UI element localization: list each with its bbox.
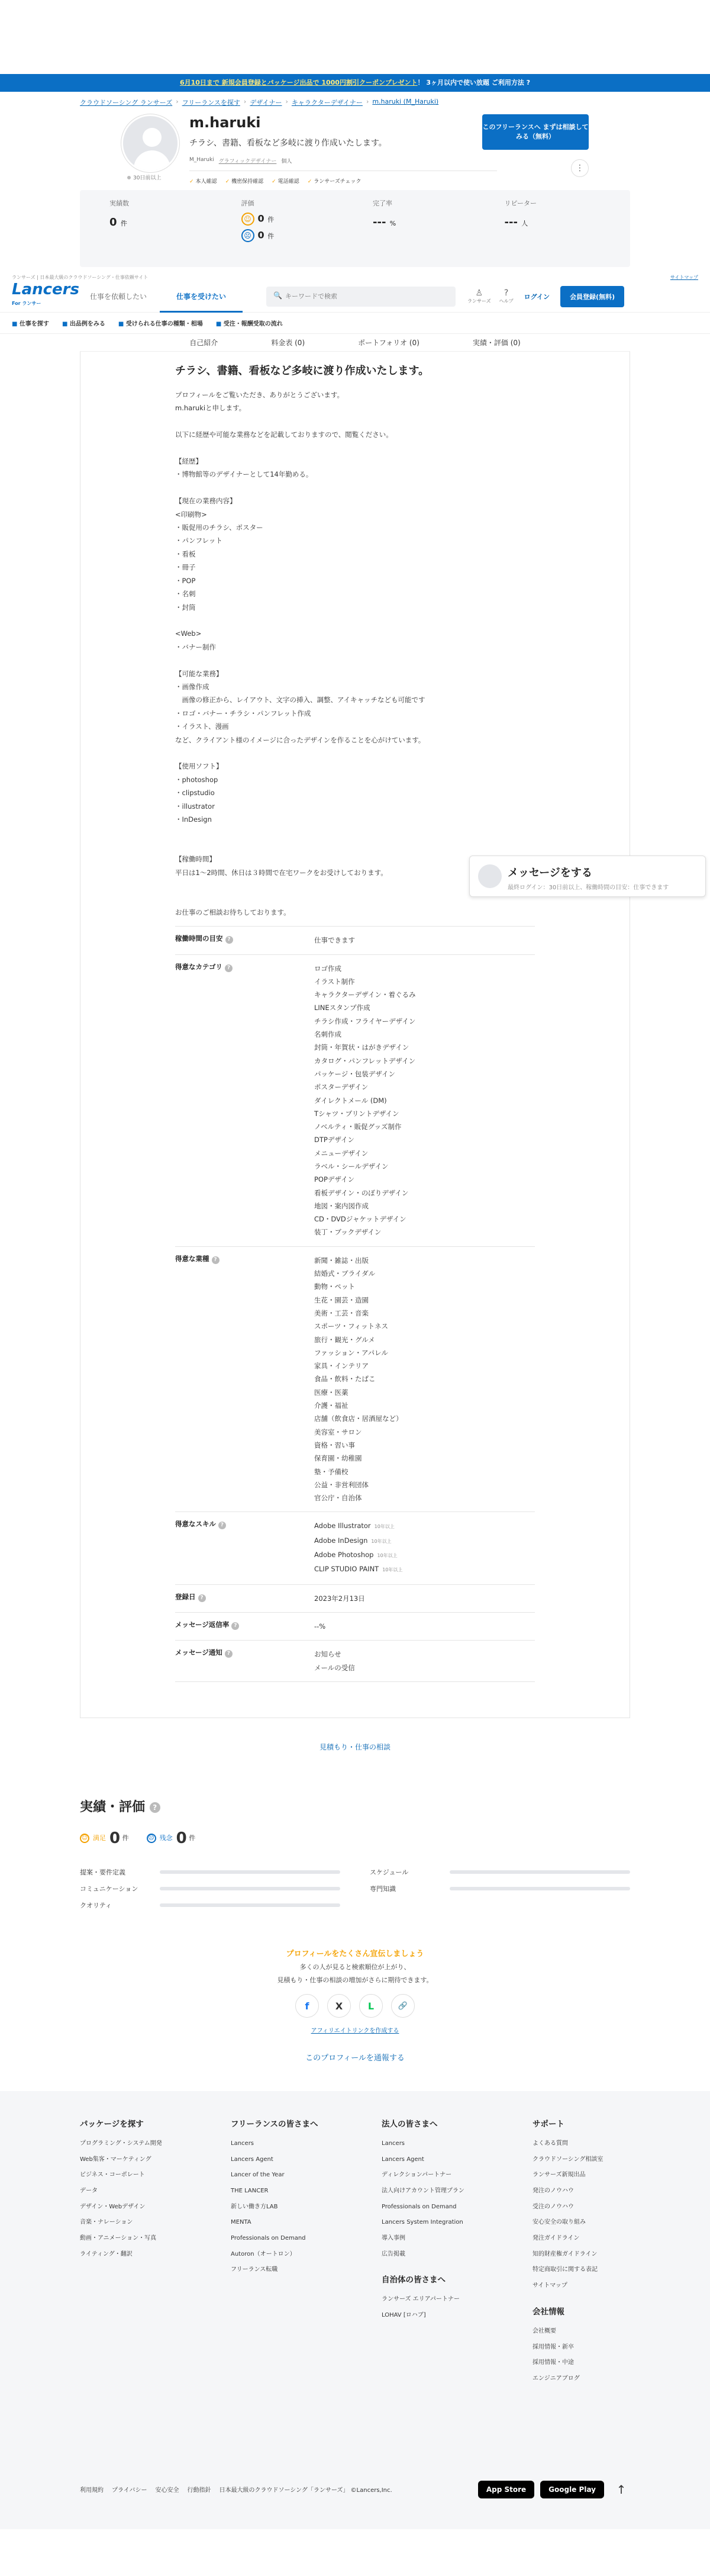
footer-link[interactable]: ライティング・翻訳 [80, 2250, 133, 2257]
category-item: キャラクターデザイン・着ぐるみ [314, 990, 416, 999]
copyright: 日本最大級のクラウドソーシング「ランサーズ」 ©Lancers,Inc. [219, 2487, 392, 2494]
stat-unit: 件 [267, 232, 275, 240]
footer-link[interactable]: ランサーズ新規出品 [532, 2172, 586, 2179]
message-float-button[interactable] [469, 856, 706, 897]
skill-name: CLIP STUDIO PAINT [314, 1565, 379, 1574]
footer-column [532, 2117, 630, 2398]
breadcrumb-item[interactable]: キャラクターデザイナー [291, 99, 363, 107]
industry-item: 生花・園芸・造園 [314, 1295, 369, 1304]
detail-row [175, 955, 535, 1247]
site-tagline: ランサーズ | 日本最大級のクラウドソーシング・仕事依頼サイト [12, 275, 149, 280]
breadcrumb-item[interactable]: デザイナー [250, 99, 282, 107]
footer-link[interactable]: サイトマップ [532, 2282, 567, 2289]
industry-item: 資格・習い事 [314, 1440, 355, 1449]
industry-item: 新聞・雑誌・出版 [314, 1256, 369, 1265]
search-input[interactable] [266, 287, 456, 307]
industry-item: 医療・医薬 [314, 1388, 348, 1397]
rating-label: クオリティ [80, 1901, 112, 1909]
footer-link[interactable]: 新しい働き方LAB [231, 2203, 278, 2210]
login-status-text: 30日前以上 [133, 175, 162, 181]
category-item: メニューデザイン [314, 1149, 369, 1157]
footer-column [80, 2117, 231, 2398]
profile-tabs [80, 334, 630, 352]
good-label: 満足 [93, 1834, 106, 1842]
footer-link[interactable]: Lancer of the Year [231, 2172, 285, 2179]
detail-label: 得意なスキル ? [175, 1519, 314, 1577]
footer-link[interactable]: 発注のノウハウ [532, 2187, 574, 2194]
avatar-head [143, 128, 162, 147]
footer-link[interactable]: Autoron（オートロン） [231, 2250, 296, 2257]
footer-link[interactable]: Lancers System Integration [382, 2219, 463, 2226]
rating-row [370, 1867, 630, 1877]
site-tagline-bar [0, 267, 710, 281]
header-icons [467, 288, 514, 304]
stat-unit: % [389, 220, 396, 227]
help-icon: ? [150, 1802, 160, 1813]
stat-value: 0 [109, 216, 117, 229]
footer-link[interactable]: 受注のノウハウ [532, 2203, 574, 2210]
conduct-link[interactable]: 行動指針 [187, 2487, 211, 2494]
help-icon: ? [504, 288, 509, 298]
icon-label: ヘルプ [499, 298, 514, 304]
footer-link[interactable]: Web集客・マーケティング [80, 2156, 151, 2163]
logo-text: Lancers [12, 280, 79, 298]
footer-link[interactable]: クラウドソーシング相談室 [532, 2156, 604, 2163]
industry-item: 塾・予備校 [314, 1467, 348, 1476]
stat-label: 実績数 [109, 200, 129, 207]
footer-columns [80, 2117, 630, 2398]
login-button[interactable]: ログイン [524, 292, 550, 301]
stat-unit: 人 [521, 220, 528, 227]
footer-link[interactable]: フリーランス転職 [231, 2266, 278, 2273]
footer-heading: 法人の皆さまへ [382, 2119, 438, 2129]
skill-years: 10年以上 [371, 1538, 392, 1544]
footer-link[interactable]: 法人向けアカウント管理プラン [382, 2187, 464, 2194]
skill-years: 10年以上 [382, 1567, 403, 1573]
lancers-icon-button[interactable] [467, 288, 491, 304]
skill-item [314, 1534, 402, 1548]
category-item: 地図・案内図作成 [314, 1201, 369, 1210]
category-item: 名刺作成 [314, 1030, 341, 1039]
skill-item [314, 1548, 402, 1562]
category-item: 装丁・ブックデザイン [314, 1228, 382, 1237]
breadcrumb-item[interactable]: m.haruki (M_Haruki) [372, 98, 439, 105]
facebook-icon[interactable]: f [295, 1994, 319, 2018]
breadcrumb-sep: › [176, 98, 179, 105]
footer-link[interactable]: Lancers [231, 2140, 254, 2147]
consult-button[interactable]: このフリーランスへ まずは相談してみる（無料） [482, 114, 589, 150]
footer-heading: 自治体の皆さまへ [382, 2275, 446, 2285]
industry-item: 官公庁・自治体 [314, 1494, 362, 1503]
top-spacer [0, 0, 710, 74]
skill-name: Adobe Photoshop [314, 1551, 374, 1559]
profile-type: 個人 [281, 159, 292, 165]
stats-panel [80, 190, 630, 267]
intro-card [80, 352, 630, 1718]
rating-label: スケジュール [370, 1868, 409, 1876]
campaign-highlight[interactable]: 6月10日まで 新規会員登録とパッケージ出品で 1000円割引クーポンプレゼント [179, 79, 418, 86]
campaign-rest: ！ 3ヶ月以内で使い放題 ご利用方法 ? [417, 79, 531, 86]
industry-item: 介護・福祉 [314, 1401, 348, 1410]
share-line: 多くの人が見ると検索順位が上がり、 [299, 1963, 411, 1971]
detail-label: 登録日 ? [175, 1592, 314, 1605]
link-icon[interactable]: 🔗 [391, 1994, 415, 2018]
footer-link[interactable]: 採用情報・中途 [532, 2359, 574, 2366]
breadcrumb-item[interactable]: クラウドソーシング ランサーズ [80, 99, 173, 107]
stat-label: リピーター [504, 200, 537, 207]
site-footer [0, 2091, 710, 2529]
profile-job[interactable]: グラフィックデザイナー [218, 159, 277, 165]
footer-link[interactable]: プログラミング・システム開発 [80, 2140, 162, 2147]
share-heading: プロフィールをたくさん宣伝しましょう [286, 1949, 424, 1958]
footer-list [532, 2136, 630, 2294]
stat-label: 完了率 [373, 200, 392, 207]
bad-label: 残念 [159, 1834, 173, 1842]
footer-link[interactable]: ランサーズ エリアパートナー [382, 2296, 460, 2303]
profile-name: m.haruki [189, 114, 261, 131]
detail-label: 得意な業種 ? [175, 1254, 314, 1505]
category-item: ラベル・シールデザイン [314, 1162, 389, 1170]
estimate-link[interactable]: 見積もり・仕事の相談 [319, 1742, 390, 1751]
results-title-text: 実績・評価 [80, 1799, 146, 1815]
skill-item [314, 1562, 402, 1577]
breadcrumb-sep: › [285, 98, 288, 105]
results-section [80, 1797, 630, 1910]
industry-item: 動物・ペット [314, 1282, 355, 1291]
category-list [314, 962, 415, 1239]
sad-icon: ☹ [147, 1834, 156, 1843]
rating-label: 専門知識 [370, 1884, 396, 1893]
rating-bar [450, 1870, 630, 1874]
profile-header [80, 107, 630, 184]
footer-heading: フリーランスの皆さまへ [231, 2119, 318, 2129]
signup-button[interactable]: 会員登録(無料) [560, 286, 624, 307]
result-counts [80, 1829, 630, 1847]
footer-link[interactable]: よくある質問 [532, 2140, 568, 2147]
bad-count [147, 1829, 196, 1847]
help-icon-button[interactable] [499, 288, 514, 304]
avatar [478, 864, 502, 888]
category-item: ダイレクトメール (DM) [314, 1096, 387, 1105]
good-count [80, 1829, 129, 1847]
unit: 件 [122, 1834, 129, 1842]
rating-row [80, 1867, 340, 1877]
footer-column [382, 2117, 532, 2398]
footer-heading: サポート [532, 2119, 564, 2129]
stat-good: 0 [257, 213, 264, 224]
footer-link[interactable]: MENTA [231, 2219, 251, 2226]
unit: 件 [189, 1834, 196, 1842]
person-icon: ♙ [475, 288, 483, 298]
footer-link[interactable]: Lancers [382, 2140, 405, 2147]
search-wrapper [243, 287, 456, 307]
check-nda: ✓ 機密保持確認 [225, 177, 264, 185]
more-menu-icon[interactable]: ⋮ [571, 159, 589, 177]
good-value: 0 [109, 1829, 121, 1847]
footer-column [231, 2117, 382, 2398]
results-title [80, 1797, 630, 1815]
industry-item: 美術・工芸・音楽 [314, 1308, 369, 1317]
footer-link[interactable]: ディレクションパートナー [382, 2172, 452, 2179]
category-item: ロゴ作成 [314, 964, 341, 973]
lancers-logo[interactable] [12, 282, 77, 311]
industry-item: 保育園・幼稚園 [314, 1454, 362, 1463]
subnav-examples[interactable]: ■ 出品例をみる [62, 319, 105, 327]
share-buttons [0, 1994, 710, 2018]
detail-label: 稼働時間の目安 ? [175, 934, 314, 947]
stat-value: --- [373, 216, 386, 229]
category-item: チラシ作成・フライヤーデザイン [314, 1017, 416, 1025]
smile-icon: ☺ [241, 213, 254, 226]
profile-id: M_Haruki [189, 157, 214, 163]
footer-link[interactable]: THE LANCER [231, 2187, 269, 2194]
intro-title: チラシ、書籍、看板など多岐に渡り作成いたします。 [175, 365, 430, 377]
tab-take-work[interactable]: 仕事を受けたい [160, 281, 243, 313]
industry-item: 結婚式・ブライダル [314, 1269, 376, 1278]
estimate-link-wrap [0, 1718, 710, 1752]
google-play-button[interactable]: Google Play [540, 2481, 604, 2498]
footer-list [382, 2292, 532, 2323]
skill-years: 10年以上 [374, 1524, 395, 1530]
industry-item: 食品・飲料・たばこ [314, 1375, 376, 1384]
smile-icon: ☺ [80, 1834, 89, 1843]
rating-row [80, 1884, 340, 1893]
footer-list [382, 2136, 532, 2263]
stat-label: 評価 [241, 200, 254, 207]
footer-link[interactable]: 安心安全の取り組み [532, 2219, 586, 2226]
industry-item: 店舗（飲食店・居酒屋など） [314, 1414, 403, 1423]
industry-item: 美容室・サロン [314, 1427, 362, 1436]
profile-meta [189, 157, 497, 171]
detail-label: 得意なカテゴリ ? [175, 962, 314, 1239]
footer-link[interactable]: 会社概要 [532, 2327, 556, 2334]
category-item: カタログ・パンフレットデザイン [314, 1056, 416, 1065]
detail-row [175, 1512, 535, 1584]
stat-completion [355, 198, 487, 259]
rating-label: 提案・要件定義 [80, 1868, 125, 1876]
category-item: Tシャツ・プリントデザイン [314, 1109, 399, 1118]
privacy-link[interactable]: プライバシー [112, 2487, 147, 2494]
subnav-find-work[interactable]: ■ 仕事を探す [12, 319, 49, 327]
verification-checks [189, 177, 497, 185]
footer-link[interactable]: Lancers Agent [382, 2156, 424, 2163]
status-dot-icon [127, 176, 131, 179]
sad-icon: ☹ [241, 229, 254, 242]
app-store-badges [478, 2481, 604, 2498]
rating-row [80, 1900, 340, 1910]
share-section [0, 1948, 710, 2065]
footer-link[interactable]: 音楽・ナレーション [80, 2219, 133, 2226]
avatar [121, 114, 179, 172]
icon-label: ランサーズ [467, 298, 491, 304]
footer-link[interactable]: 広告掲載 [382, 2250, 405, 2257]
back-to-top-icon[interactable]: ↑ [616, 2482, 627, 2497]
profile-catchphrase: チラシ、書籍、看板など多岐に渡り作成いたします。 [189, 139, 387, 148]
sub-navigation [0, 313, 710, 334]
breadcrumb-item[interactable]: フリーランスを探す [182, 99, 240, 107]
skill-name: Adobe InDesign [314, 1536, 368, 1545]
stat-bad: 0 [257, 229, 264, 241]
category-item: パッケージ・包装デザイン [314, 1069, 395, 1078]
message-title: メッセージをする [508, 867, 592, 879]
breadcrumb [80, 92, 630, 107]
footer-link[interactable]: 知的財産権ガイドライン [532, 2250, 598, 2257]
breadcrumb-sep: › [366, 98, 369, 105]
stat-unit: 件 [267, 216, 275, 224]
category-item: ポスターデザイン [314, 1083, 369, 1092]
detail-value: 2023年2月13日 [314, 1594, 365, 1603]
tab-portfolio[interactable]: ポートフォリオ (0) [358, 339, 419, 347]
footer-link[interactable]: データ [80, 2187, 98, 2194]
check-phone: ✓ 電話確認 [272, 177, 299, 185]
category-item: 看板デザイン・のぼりデザイン [314, 1188, 409, 1197]
rating-label: コミュニケーション [80, 1884, 138, 1893]
footer-link[interactable]: Professionals on Demand [382, 2203, 457, 2210]
detail-value: 仕事できます [314, 936, 355, 945]
detail-row [175, 1641, 535, 1682]
footer-link[interactable]: Professionals on Demand [231, 2235, 306, 2242]
notify-item: お知らせ [314, 1650, 341, 1659]
rating-bar [450, 1887, 630, 1890]
bad-value: 0 [176, 1829, 187, 1847]
stat-repeaters [487, 198, 619, 259]
footer-link[interactable]: 特定商取引に関する表記 [532, 2266, 598, 2273]
app-store-button[interactable]: App Store [478, 2481, 534, 2498]
industry-item: 旅行・観光・グルメ [314, 1335, 375, 1344]
subnav-job-types[interactable]: ■ 受けられる仕事の種類・相場 [118, 319, 203, 327]
footer-link[interactable]: エンジニアブログ [532, 2375, 580, 2382]
detail-value: --% [314, 1622, 326, 1630]
footer-heading: パッケージを探す [80, 2119, 144, 2129]
x-icon[interactable]: X [327, 1994, 351, 2018]
detail-label: メッセージ通知 ? [175, 1648, 314, 1674]
skill-item [314, 1519, 402, 1533]
notify-item: メールの受信 [314, 1663, 355, 1672]
rating-bar [160, 1903, 340, 1907]
category-item: CD・DVDジャケットデザイン [314, 1215, 406, 1224]
tab-intro[interactable]: 自己紹介 [189, 339, 218, 347]
footer-link[interactable]: Lancers Agent [231, 2156, 273, 2163]
stat-works [92, 198, 224, 259]
category-item: DTPデザイン [314, 1136, 355, 1144]
intro-body: プロフィールをご覧いただき、ありがとうございます。 m.harukiと申します。 以下に経歴や可能な業務などを記載しておりますので、閲覧ください。 【経歴】 ・博物館等のデザイナーとして14年勤める。 【現在の業務内容】 <印刷物> ・販促用のチラシ、ポスター ・パンフレット ・看板 ・冊子 ・POP ・名刺 ・封筒 <Web> ・バナー制作 【可能な業務】 ・画像作成 画像の修正から、レイアウト、文字の挿入、調整、アイキャッチなども可能です ・ロゴ・バナー・チラシ・パンフレット作成 ・イラスト、漫画 など、クライアント様のイメージに合ったデザインを作ることを心がけています。 【使用ソフト】 ・photoshop ・clipstudio ・illustrator ・InDesign 【稼働時間】 平日は1〜2時間、休日は３時間で在宅ワークをお受けしております。 お仕事のご相談お待ちしております。 [175, 391, 425, 916]
footer-link[interactable]: 発注ガイドライン [532, 2235, 580, 2242]
report-link[interactable]: このプロフィールを通報する [305, 2053, 405, 2063]
tab-order-work[interactable]: 仕事を依頼したい [89, 292, 147, 301]
tab-pricing[interactable]: 料金表 (0) [271, 339, 305, 347]
category-item: POPデザイン [314, 1175, 355, 1184]
breadcrumb-sep: › [243, 98, 247, 105]
rating-bar [160, 1870, 340, 1874]
category-item: 封筒・年賀状・はがきデザイン [314, 1043, 409, 1052]
footer-list [532, 2324, 630, 2387]
footer-link[interactable]: ビジネス・コーポレート [80, 2172, 145, 2179]
affiliate-link[interactable]: アフィリエイトリンクを作成する [311, 2027, 399, 2034]
footer-link[interactable]: 動画・アニメーション・写真 [80, 2235, 157, 2242]
skill-list [314, 1519, 402, 1577]
stat-value: --- [504, 216, 518, 229]
message-sub: 最終ログイン：30日前以上、稼働時間の目安：仕事できます [508, 885, 669, 891]
tab-results[interactable]: 実績・評価 (0) [472, 339, 521, 347]
stat-unit: 件 [120, 220, 127, 227]
line-icon[interactable]: L [359, 1994, 383, 2018]
footer-link[interactable]: 採用情報・新卒 [532, 2343, 574, 2350]
footer-heading: 会社情報 [532, 2307, 564, 2317]
login-status [127, 173, 161, 181]
subnav-flow[interactable]: ■ 受注・報酬受取の流れ [216, 319, 283, 327]
category-item: ノベルティ・販促グッズ制作 [314, 1123, 402, 1131]
site-header [0, 281, 710, 313]
industry-item: スポーツ・フィットネス [314, 1322, 389, 1331]
category-item: イラスト制作 [314, 977, 355, 986]
detail-row [175, 927, 535, 954]
footer-link[interactable]: 導入事例 [382, 2235, 405, 2242]
category-item: LINEスタンプ作成 [314, 1004, 370, 1012]
industry-item: ファッション・アパレル [314, 1348, 388, 1357]
rating-grid [80, 1867, 630, 1910]
detail-row [175, 1613, 535, 1641]
skill-name: Adobe Illustrator [314, 1522, 371, 1530]
rating-row [370, 1884, 630, 1893]
sitemap-link[interactable]: サイトマップ [670, 275, 698, 280]
footer-link[interactable]: デザイン・Webデザイン [80, 2203, 146, 2210]
detail-row [175, 1585, 535, 1613]
footer-bottom [80, 2481, 630, 2498]
check-identity: ✓ 本人確認 [189, 177, 217, 185]
detail-label: メッセージ返信率 ? [175, 1620, 314, 1633]
profile-info [189, 114, 497, 185]
footer-link[interactable]: LOHAV [ロハブ] [382, 2312, 426, 2319]
footer-list [231, 2136, 382, 2278]
stat-rating [224, 198, 356, 259]
share-line: 見積もり・仕事の相談の増加がさらに期待できます。 [277, 1976, 433, 1984]
detail-row [175, 1247, 535, 1513]
industry-item: 家具・インテリア [314, 1362, 369, 1371]
check-lancers: ✓ ランサーズチェック [308, 177, 362, 185]
skill-years: 10年以上 [377, 1553, 398, 1559]
search-icon: 🔍 [273, 291, 282, 300]
industry-list [314, 1254, 403, 1505]
logo-sub: For ランサー [12, 300, 41, 306]
avatar-body [134, 150, 170, 172]
detail-list [175, 926, 535, 1682]
footer-list [80, 2136, 231, 2263]
rating-bar [160, 1887, 340, 1890]
industry-item: 公益・非営利団体 [314, 1480, 369, 1489]
detail-value [314, 1648, 355, 1674]
terms-link[interactable]: 利用規約 [80, 2487, 104, 2494]
campaign-banner[interactable] [0, 74, 710, 92]
safety-link[interactable]: 安心安全 [155, 2487, 179, 2494]
